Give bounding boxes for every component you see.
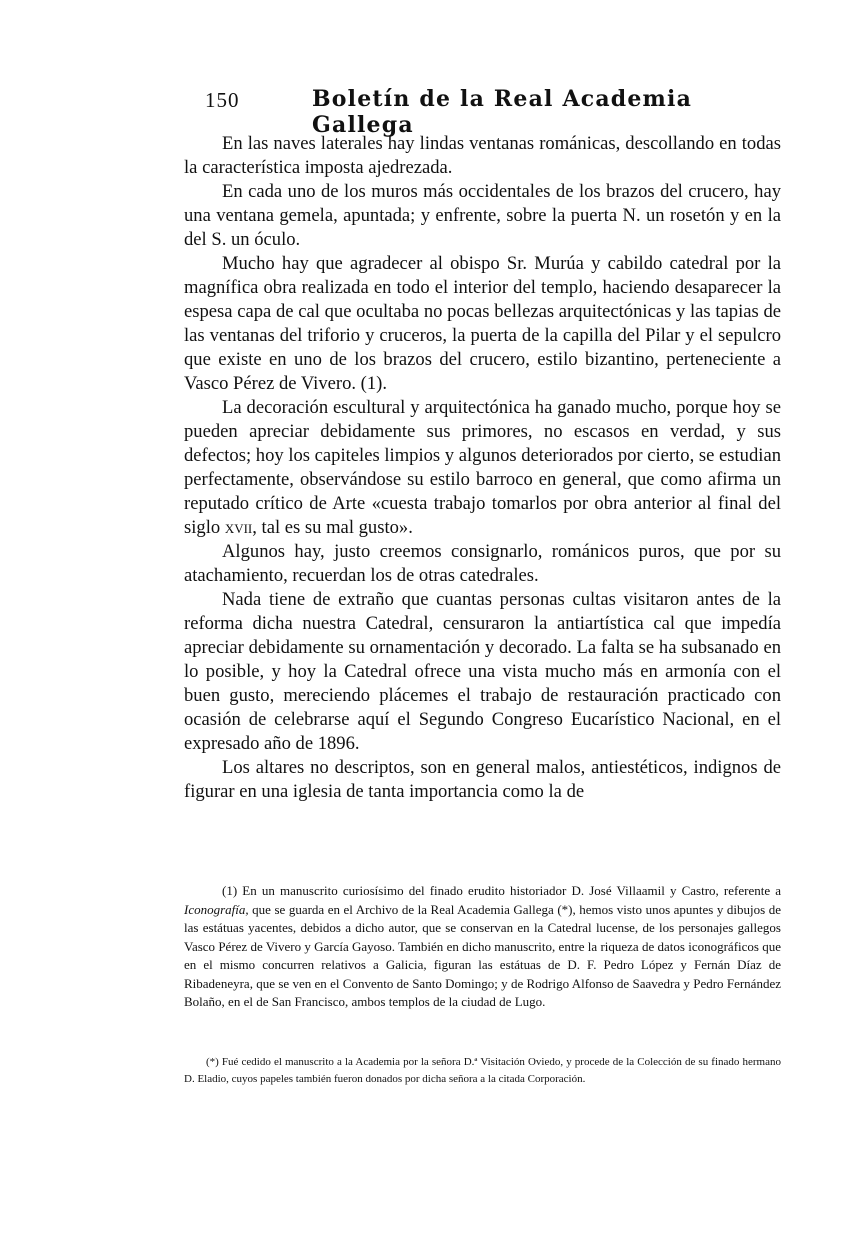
footnote-1 [184, 882, 781, 1012]
paragraph-1: En las naves laterales hay lindas ventanas románicas, descollando en todas la característica imposta ajedrezada. [184, 133, 781, 178]
paragraph-7: Los altares no descriptos, son en general malos, antiestéticos, indignos de figurar en una iglesia de tanta importancia como la de [184, 757, 781, 802]
footnote-2-text: (*) Fué cedido el manuscrito a la Academia por la señora D.ª Visitación Oviedo, y procede de la Colección de su finado hermano D. Eladio, cuyos papeles también fueron donados por dicha señora a la citada Corporación. [184, 1056, 781, 1085]
footnote-1-marker: (1) [222, 883, 238, 898]
page-number: 150 [205, 88, 240, 112]
footnote-1-text-end: que se guarda en el Archivo de la Real Academia Gallega (*), hemos visto unos apuntes y dibujos de las estátuas yacentes, debidos a dicho autor, que se conservan en la Catedral lucense, de los personajes gallegos Vasco Pérez de Vivero y García Gayoso. También en dicho manuscrito, entre la riqueza de datos iconográficos que en el mismo concurren relativos a Galicia, figuran las estátuas de D. F. Pedro López y Fernán Díaz de Ribadeneyra, que se ven en el Convento de Santo Domingo; y de Rodrigo Alfonso de Saavedra y Pedro Fernández Bolaño, en el de San Francisco, ambos templos de la ciudad de Lugo. [184, 901, 781, 1009]
body-text [184, 132, 781, 804]
running-title: Boletín de la Real Academia Gallega [312, 86, 693, 138]
paragraph-3: Mucho hay que agradecer al obispo Sr. Murúa y cabildo catedral por la magnífica obra realizada en todo el interior del templo, haciendo desaparecer la espesa capa de cal que ocultaba no pocas bellezas arquitectónicas y las tapias de las ventanas del triforio y cruceros, la puerta de la capilla del Pilar y el sepulcro que existe en uno de los brazos del crucero, estilo bizantino, perteneciente a Vasco Pérez de Vivero. (1). [184, 253, 781, 394]
paragraph-4 [184, 396, 781, 540]
century-numeral: xvii [224, 517, 253, 538]
paragraph-2: En cada uno de los muros más occidentales de los brazos del crucero, hay una ventana gemela, apuntada; y enfrente, sobre la puerta N. un rosetón y en la del S. un óculo. [184, 181, 781, 250]
paragraph-6: Nada tiene de extraño que cuantas personas cultas visitaron antes de la reforma dicha nuestra Catedral, censuraron la antiartística cal que impedía apreciar debidamente su ornamentación y decorado. La falta se ha subsanado en lo posible, y hoy la Catedral ofrece una vista mucho más en armonía con el buen gusto, mereciendo plácemes el trabajo de restauración practicado con ocasión de celebrarse aquí el Segundo Congreso Eucarístico Nacional, en el expresado año de 1896. [184, 589, 781, 754]
paragraph-4-text: La decoración escultural y arquitectónica ha ganado mucho, porque hoy se pueden apreciar debidamente sus primores, no escasos en verdad, y sus defectos; hoy los capiteles limpios y algunos deteriorados por cierto, se estudian perfectamente, observándose su estilo barroco en general, que como afirma un reputado crítico de Arte «cuesta trabajo tomarlos por obra anterior al final del siglo [184, 397, 781, 538]
footnote-1-italic-title: Iconografía, [184, 901, 249, 917]
footnote-1-text: En un manuscrito curiosísimo del finado erudito historiador D. José Villaamil y Castro, referente a [237, 883, 781, 898]
paragraph-4-end: , tal es su mal gusto». [252, 517, 413, 538]
footnote-2 [184, 1054, 781, 1087]
page-header [180, 86, 780, 138]
paragraph-5: Algunos hay, justo creemos consignarlo, románicos puros, que por su atachamiento, recuerdan los de otras catedrales. [184, 541, 781, 586]
